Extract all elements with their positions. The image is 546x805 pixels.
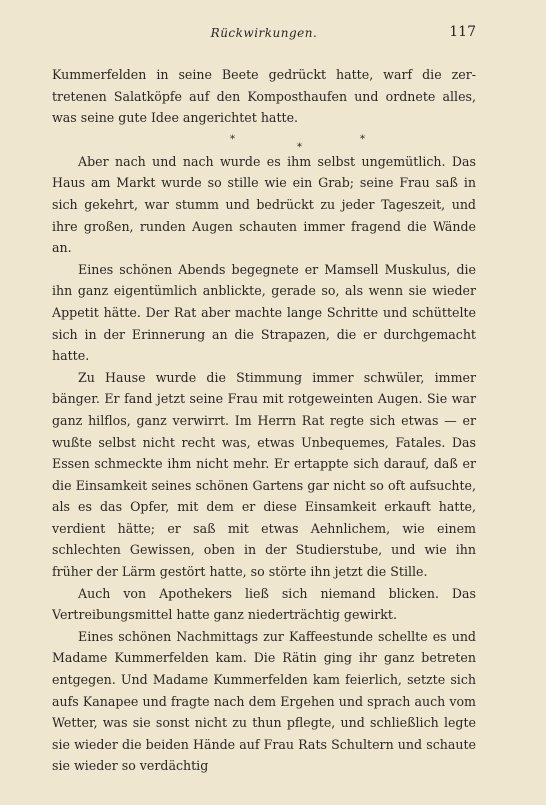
paragraph: Auch von Apothekers ließ sich niemand blicken. Das Vertreibungsmittel hatte ganz niederträchtig gewirkt. — [52, 585, 476, 623]
paragraph-continuation: Kummerfelden in seine Beete gedrückt hatte, warf die zertretenen Salatköpfe auf den Komposthaufen und ordnete alles, was seine gute Idee angerichtet hatte. — [52, 67, 476, 126]
page-header — [52, 22, 476, 44]
paragraph: Eines schönen Abends begegnete er Mamsell Muskulus, die ihn ganz eigentümlich anblickte, gerade so, als wenn sie wieder Appetit hätte. Der Rat aber machte lange Schritte und schüttelte sich in der Erinnerung an die Strapazen, die er durchgemacht hatte. — [52, 261, 476, 364]
page-number: 117 — [449, 24, 476, 40]
section-asterisk: * — [230, 133, 235, 145]
section-asterisk: * — [297, 141, 302, 153]
paragraph: Aber nach und nach wurde es ihm selbst ungemütlich. Das Haus am Markt wurde so stille wie ein Grab; seine Frau saß in sich gekehrt, war stumm und bedrückt zu jeder Tageszeit, und ihre großen, runden Augen schauten immer fragend die Wände an. — [52, 153, 476, 256]
body-text — [52, 64, 476, 777]
section-asterisk: * — [360, 133, 365, 145]
section-break — [52, 129, 476, 151]
paragraph: Zu Hause wurde die Stimmung immer schwüler, immer bänger. Er fand jetzt seine Frau mit rotgeweinten Augen. Sie war ganz hilflos, ganz verwirrt. Im Herrn Rat regte sich etwas — er wußte selbst nicht recht was, etwas Unbequemes, Fatales. Das Essen schmeckte ihm nicht mehr. Er ertappte sich darauf, daß er die Einsamkeit seines schönen Gartens gar nicht so oft aufsuchte, als es das Opfer, mit dem er diese Einsamkeit erkauft hatte, verdient hätte; er saß mit etwas Aehnlichem, wie einem schlechten Gewissen, oben in der Studierstube, und wie ihn früher der Lärm gestört hatte, so störte ihn jetzt die Stille. — [52, 369, 476, 580]
paragraph: Eines schönen Nachmittags zur Kaffeestunde schellte es und Madame Kummerfelden kam. Die Rätin ging ihr ganz betreten entgegen. Und Madame Kummerfelden kam feierlich, setzte sich aufs Kanapee und fragte nach dem Ergehen und sprach auch vom Wetter, was sie sonst nicht zu thun pflegte, und schließlich legte sie wieder die beiden Hände auf Frau Rats Schultern und schaute sie wieder so verdächtig — [52, 628, 476, 774]
running-title: Rückwirkungen. — [210, 26, 318, 40]
